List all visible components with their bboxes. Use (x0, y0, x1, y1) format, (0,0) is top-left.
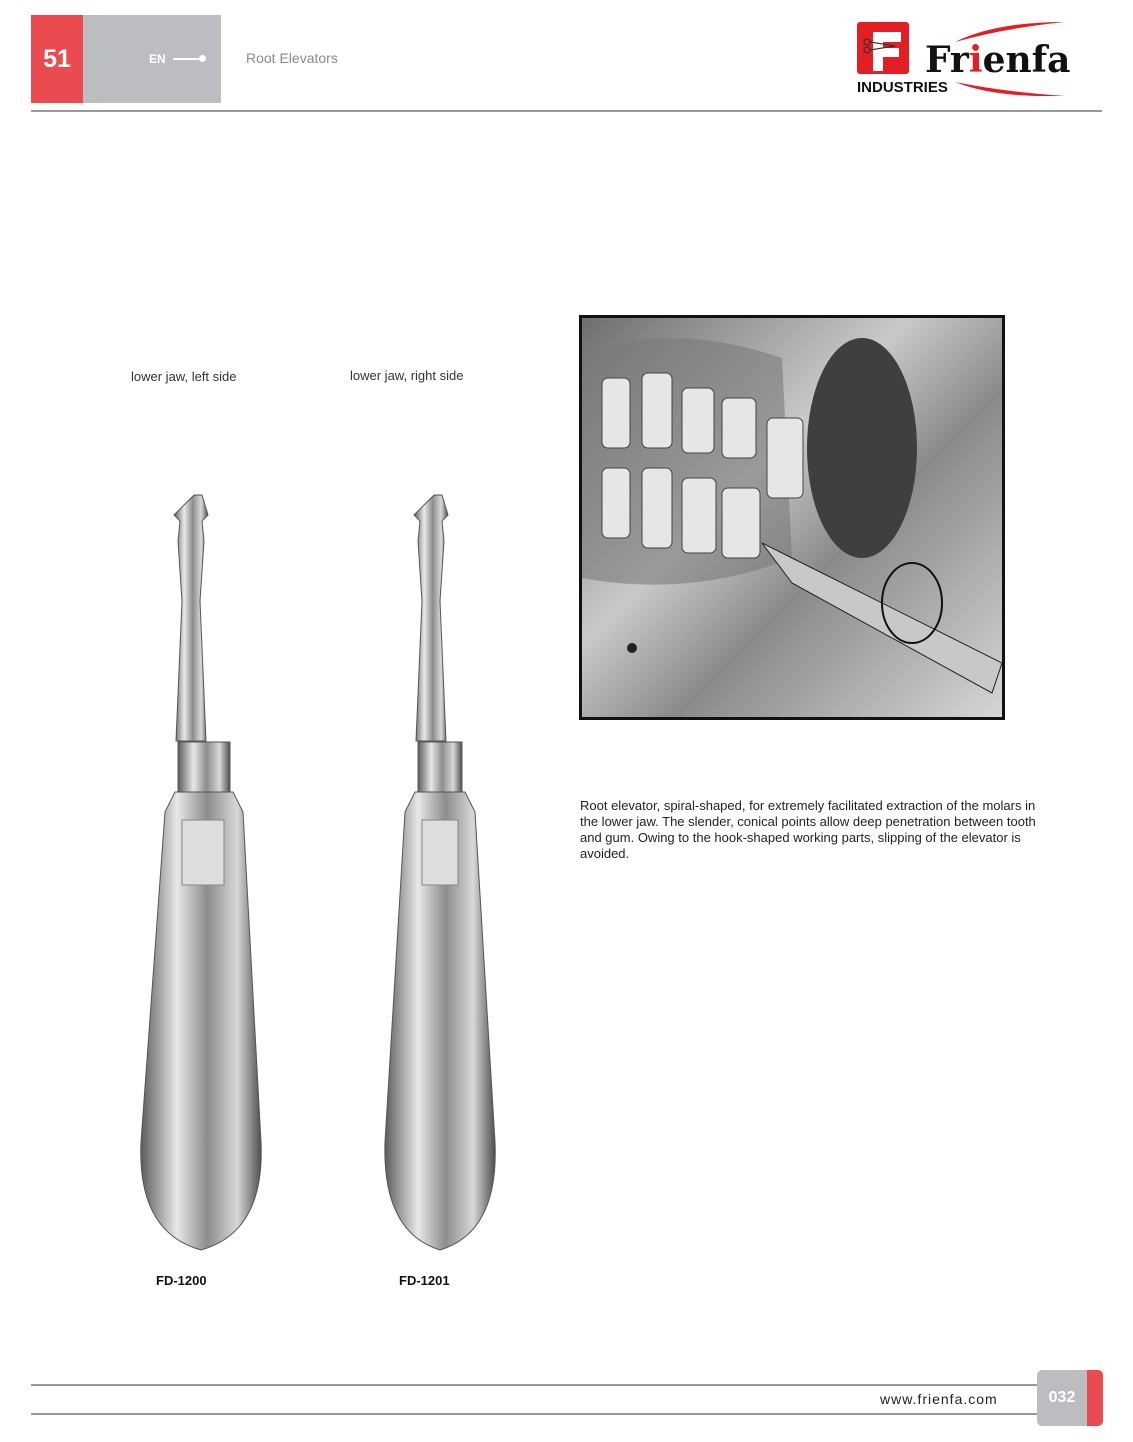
language-indicator (83, 15, 221, 103)
root-elevator-right-image (370, 490, 510, 1260)
product-caption: lower jaw, right side (350, 368, 464, 383)
product-caption: lower jaw, left side (131, 369, 237, 384)
language-label: EN (149, 52, 166, 66)
chapter-number: 51 (31, 15, 83, 103)
svg-text:Frienfa: Frienfa (925, 39, 1071, 81)
frienfa-logo (855, 20, 1100, 96)
page-number-badge (1037, 1370, 1103, 1426)
footer-divider (31, 1384, 1037, 1386)
header-divider (31, 110, 1102, 112)
pointer-icon (173, 58, 203, 60)
jaw-usage-photo (579, 315, 1005, 720)
page-number: 032 (1048, 1389, 1076, 1406)
product-code: FD-1200 (156, 1273, 207, 1288)
footer-divider (31, 1413, 1037, 1415)
root-elevator-left-image (120, 490, 280, 1260)
product-description: Root elevator, spiral-shaped, for extremely facilitated extraction of the molars in the lower jaw. The slender, conical points allow deep penetration between tooth and gum. Owing to the hook-shaped working parts, slipping of the elevator is avoided. (580, 798, 1036, 861)
page-tab-accent (1087, 1370, 1103, 1426)
product-code: FD-1201 (399, 1273, 450, 1288)
svg-text:INDUSTRIES: INDUSTRIES (857, 79, 948, 96)
section-title: Root Elevators (246, 50, 338, 66)
website-link[interactable]: www.frienfa.com (880, 1391, 998, 1407)
